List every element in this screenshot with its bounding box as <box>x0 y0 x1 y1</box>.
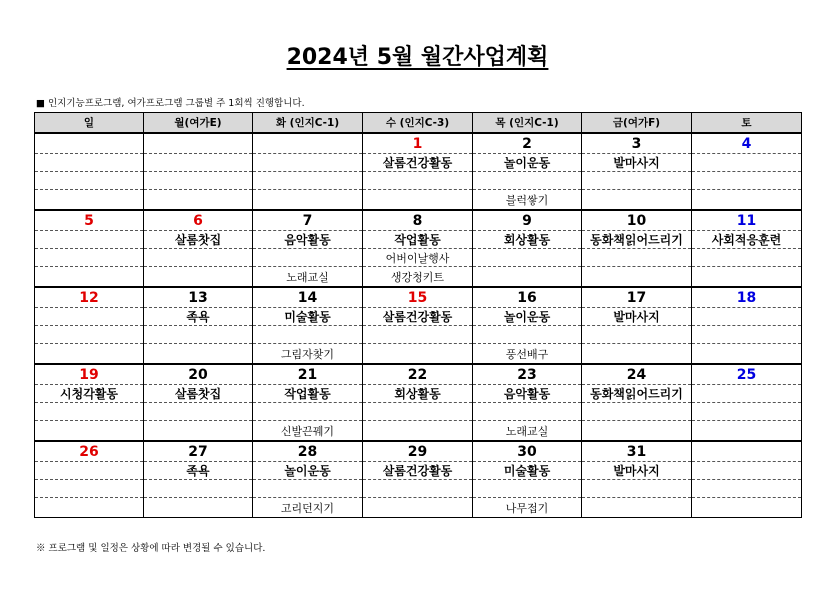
header-monday: 월(여가E) <box>144 113 253 134</box>
event-cell <box>144 421 253 442</box>
week-3-events2-row <box>35 344 802 365</box>
event-cell <box>582 480 692 498</box>
date-cell: 17 <box>582 287 692 308</box>
activity-cell: 회상활동 <box>473 231 582 249</box>
date-cell: 30 <box>473 441 582 462</box>
date-cell: 22 <box>363 364 473 385</box>
event-cell <box>363 190 473 211</box>
week-5-events2-row <box>35 498 802 518</box>
header-sunday: 일 <box>35 113 144 134</box>
event-cell <box>253 326 363 344</box>
event-cell <box>35 190 144 211</box>
activity-cell <box>35 308 144 326</box>
event-cell <box>144 344 253 365</box>
week-5-activities-row <box>35 462 802 480</box>
activity-cell: 회상활동 <box>363 385 473 403</box>
event-cell <box>363 344 473 365</box>
calendar-body <box>35 133 802 518</box>
event-cell <box>582 267 692 288</box>
event-cell <box>144 403 253 421</box>
date-cell: 10 <box>582 210 692 231</box>
header-thursday: 목 (인지C-1) <box>473 113 582 134</box>
weekday-header-row <box>35 113 802 134</box>
week-4-dates-row <box>35 364 802 385</box>
event-cell: 풍선배구 <box>473 344 582 365</box>
date-cell: 29 <box>363 441 473 462</box>
event-cell <box>363 421 473 442</box>
activity-cell: 살롬찻집 <box>144 385 253 403</box>
date-cell: 1 <box>363 133 473 154</box>
date-cell: 18 <box>692 287 802 308</box>
event-cell: 나무접기 <box>473 498 582 518</box>
event-cell: 신발끈꿰기 <box>253 421 363 442</box>
activity-cell: 살롬찻집 <box>144 231 253 249</box>
week-1-dates-row <box>35 133 802 154</box>
activity-cell <box>35 462 144 480</box>
event-cell <box>473 172 582 190</box>
date-cell <box>692 441 802 462</box>
event-cell <box>692 498 802 518</box>
event-cell <box>473 403 582 421</box>
week-4-events2-row <box>35 421 802 442</box>
week-5-dates-row <box>35 441 802 462</box>
event-cell <box>473 480 582 498</box>
event-cell <box>253 190 363 211</box>
date-cell: 26 <box>35 441 144 462</box>
date-cell <box>144 133 253 154</box>
date-cell: 21 <box>253 364 363 385</box>
event-cell <box>35 267 144 288</box>
event-cell <box>473 267 582 288</box>
header-friday: 금(여가F) <box>582 113 692 134</box>
event-cell <box>692 480 802 498</box>
event-cell <box>144 498 253 518</box>
date-cell: 28 <box>253 441 363 462</box>
event-cell: 그림자찾기 <box>253 344 363 365</box>
event-cell <box>582 326 692 344</box>
event-cell <box>35 172 144 190</box>
event-cell <box>35 421 144 442</box>
event-cell <box>582 190 692 211</box>
date-cell: 27 <box>144 441 253 462</box>
event-cell <box>692 172 802 190</box>
activity-cell: 사회적응훈련 <box>692 231 802 249</box>
event-cell <box>582 498 692 518</box>
activity-cell: 미술활동 <box>473 462 582 480</box>
activity-cell: 미술활동 <box>253 308 363 326</box>
date-cell: 23 <box>473 364 582 385</box>
event-cell <box>35 403 144 421</box>
event-cell <box>144 172 253 190</box>
activity-cell: 동화책읽어드리기 <box>582 231 692 249</box>
schedule-change-note: ※ 프로그램 및 일정은 상황에 따라 변경될 수 있습니다. <box>36 543 266 554</box>
event-cell <box>35 480 144 498</box>
event-cell <box>473 326 582 344</box>
event-cell <box>692 267 802 288</box>
event-cell <box>692 326 802 344</box>
date-cell: 4 <box>692 133 802 154</box>
activity-cell: 족욕 <box>144 462 253 480</box>
date-cell: 2 <box>473 133 582 154</box>
activity-cell <box>35 154 144 172</box>
event-cell <box>35 326 144 344</box>
activity-cell <box>692 385 802 403</box>
week-3-dates-row <box>35 287 802 308</box>
activity-cell <box>253 154 363 172</box>
event-cell <box>692 403 802 421</box>
event-cell <box>692 344 802 365</box>
date-cell: 24 <box>582 364 692 385</box>
week-1-events2-row <box>35 190 802 211</box>
event-cell <box>582 249 692 267</box>
date-cell: 19 <box>35 364 144 385</box>
event-cell <box>692 421 802 442</box>
event-cell <box>253 480 363 498</box>
event-cell: 고리던지기 <box>253 498 363 518</box>
activity-cell: 놀이운동 <box>253 462 363 480</box>
program-note: ■ 인지기능프로그램, 여가프로그램 그룹별 주 1회씩 진행합니다. <box>36 98 305 109</box>
date-cell: 16 <box>473 287 582 308</box>
activity-cell: 작업활동 <box>363 231 473 249</box>
event-cell <box>144 190 253 211</box>
activity-cell: 음악활동 <box>473 385 582 403</box>
activity-cell: 놀이운동 <box>473 154 582 172</box>
activity-cell <box>692 308 802 326</box>
event-cell <box>692 190 802 211</box>
week-1-activities-row <box>35 154 802 172</box>
page-title: 2024년 5월 월간사업계획 <box>286 45 549 70</box>
date-cell: 20 <box>144 364 253 385</box>
week-4-events1-row <box>35 403 802 421</box>
date-cell: 6 <box>144 210 253 231</box>
header-wednesday: 수 (인지C-3) <box>363 113 473 134</box>
activity-cell: 살롬건강활동 <box>363 154 473 172</box>
event-cell <box>35 249 144 267</box>
event-cell <box>144 267 253 288</box>
event-cell <box>582 403 692 421</box>
activity-cell: 살롬건강활동 <box>363 462 473 480</box>
date-cell: 14 <box>253 287 363 308</box>
date-cell: 15 <box>363 287 473 308</box>
event-cell <box>363 498 473 518</box>
date-cell: 5 <box>35 210 144 231</box>
date-cell: 11 <box>692 210 802 231</box>
date-cell: 8 <box>363 210 473 231</box>
activity-cell <box>35 231 144 249</box>
event-cell: 어버이날행사 <box>363 249 473 267</box>
event-cell: 노래교실 <box>473 421 582 442</box>
event-cell <box>363 403 473 421</box>
header-saturday: 토 <box>692 113 802 134</box>
date-cell: 7 <box>253 210 363 231</box>
week-3-activities-row <box>35 308 802 326</box>
activity-cell: 동화책읽어드리기 <box>582 385 692 403</box>
week-3-events1-row <box>35 326 802 344</box>
activity-cell: 살롬건강활동 <box>363 308 473 326</box>
event-cell <box>144 326 253 344</box>
calendar-table <box>34 112 802 518</box>
event-cell <box>144 249 253 267</box>
event-cell <box>582 421 692 442</box>
week-4-activities-row <box>35 385 802 403</box>
event-cell <box>253 172 363 190</box>
activity-cell: 족욕 <box>144 308 253 326</box>
activity-cell: 발마사지 <box>582 462 692 480</box>
week-5-events1-row <box>35 480 802 498</box>
header-tuesday: 화 (인지C-1) <box>253 113 363 134</box>
activity-cell: 시청각활동 <box>35 385 144 403</box>
event-cell <box>582 344 692 365</box>
date-cell <box>253 133 363 154</box>
event-cell <box>363 480 473 498</box>
week-2-dates-row <box>35 210 802 231</box>
week-2-events1-row <box>35 249 802 267</box>
event-cell <box>253 249 363 267</box>
date-cell: 9 <box>473 210 582 231</box>
date-cell: 31 <box>582 441 692 462</box>
event-cell <box>692 249 802 267</box>
activity-cell: 놀이운동 <box>473 308 582 326</box>
activity-cell <box>692 462 802 480</box>
activity-cell <box>144 154 253 172</box>
date-cell: 25 <box>692 364 802 385</box>
activity-cell: 발마사지 <box>582 308 692 326</box>
event-cell <box>35 344 144 365</box>
date-cell: 12 <box>35 287 144 308</box>
date-cell <box>35 133 144 154</box>
event-cell: 노래교실 <box>253 267 363 288</box>
week-1-events1-row <box>35 172 802 190</box>
date-cell: 3 <box>582 133 692 154</box>
event-cell <box>35 498 144 518</box>
event-cell <box>144 480 253 498</box>
event-cell <box>473 249 582 267</box>
event-cell: 블럭쌓기 <box>473 190 582 211</box>
event-cell <box>363 172 473 190</box>
activity-cell: 발마사지 <box>582 154 692 172</box>
activity-cell: 작업활동 <box>253 385 363 403</box>
activity-cell: 음악활동 <box>253 231 363 249</box>
date-cell: 13 <box>144 287 253 308</box>
event-cell <box>363 326 473 344</box>
week-2-events2-row <box>35 267 802 288</box>
event-cell: 생강청키트 <box>363 267 473 288</box>
event-cell <box>253 403 363 421</box>
activity-cell <box>692 154 802 172</box>
event-cell <box>582 172 692 190</box>
week-2-activities-row <box>35 231 802 249</box>
